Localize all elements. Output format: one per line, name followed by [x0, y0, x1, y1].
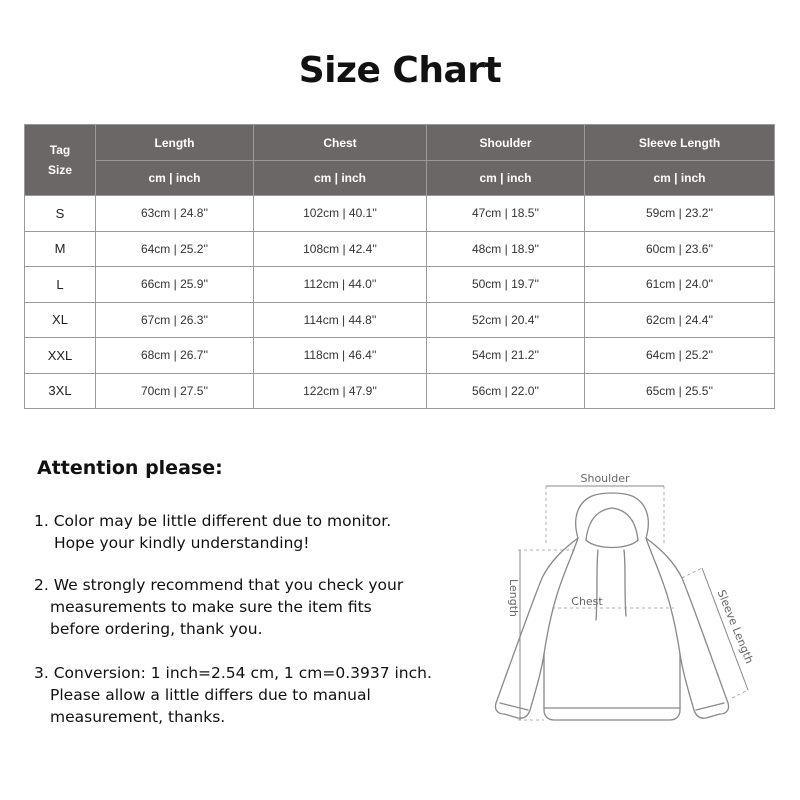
sleeve-length-cell: 61cm | 24.0''	[585, 267, 775, 303]
size-cell: 3XL	[25, 373, 96, 409]
hoodie-hood	[576, 493, 649, 538]
table-row	[25, 267, 775, 303]
chest-label: Chest	[571, 595, 603, 608]
shoulder-cell: 56cm | 22.0''	[427, 373, 585, 409]
attention-heading: Attention please:	[37, 457, 223, 479]
column-header-sleeve-length: Sleeve Length	[585, 125, 775, 161]
chest-cell: 102cm | 40.1''	[254, 196, 427, 232]
shoulder-cell: 54cm | 21.2''	[427, 338, 585, 374]
length-cell: 68cm | 26.7''	[96, 338, 254, 374]
chest-cell: 122cm | 47.9''	[254, 373, 427, 409]
column-header-shoulder: Shoulder	[427, 125, 585, 161]
column-header-chest: Chest	[254, 125, 427, 161]
length-cell: 70cm | 27.5''	[96, 373, 254, 409]
hoodie-right-cuff	[696, 703, 724, 710]
length-label: Length	[507, 579, 520, 617]
tag-size-header	[25, 125, 96, 196]
hoodie-left-cuff	[500, 703, 528, 710]
length-cell: 63cm | 24.8''	[96, 196, 254, 232]
size-cell: L	[25, 267, 96, 303]
note-line: 1. Color may be little different due to monitor.	[34, 512, 392, 530]
table-row	[25, 373, 775, 409]
table-unit-row	[25, 161, 775, 196]
column-header-length: Length	[96, 125, 254, 161]
page-title: Size Chart	[298, 50, 502, 91]
size-cell: XXL	[25, 338, 96, 374]
hoodie-drawstring-right	[624, 550, 626, 616]
size-chart-table	[24, 124, 775, 409]
note-line: 3. Conversion: 1 inch=2.54 cm, 1 cm=0.3937 inch.	[34, 664, 432, 682]
note-measurements	[34, 574, 474, 640]
sleeve-length-label: Sleeve Length	[714, 587, 756, 666]
shoulder-cell: 50cm | 19.7''	[427, 267, 585, 303]
tag-size-header-line1: Tag	[49, 143, 71, 157]
note-color	[34, 510, 474, 554]
note-line: measurement, thanks.	[50, 708, 226, 726]
note-line: Please allow a little differs due to manual	[50, 686, 371, 704]
sleeve-length-cell: 64cm | 25.2''	[585, 338, 775, 374]
sleeve-guide-top	[682, 568, 702, 578]
length-cell: 64cm | 25.2''	[96, 231, 254, 267]
length-cell: 66cm | 25.9''	[96, 267, 254, 303]
table-header-row	[25, 125, 775, 161]
table-row	[25, 231, 775, 267]
shoulder-cell: 48cm | 18.9''	[427, 231, 585, 267]
size-cell: XL	[25, 302, 96, 338]
unit-label: cm | inch	[254, 161, 427, 196]
hoodie-body-outline	[495, 538, 728, 720]
chest-cell: 108cm | 42.4''	[254, 231, 427, 267]
note-line: Hope your kindly understanding!	[54, 534, 310, 552]
chest-cell: 118cm | 46.4''	[254, 338, 427, 374]
table-row	[25, 302, 775, 338]
sleeve-length-cell: 62cm | 24.4''	[585, 302, 775, 338]
note-line: measurements to make sure the item fits	[50, 598, 372, 616]
size-cell: S	[25, 196, 96, 232]
length-cell: 67cm | 26.3''	[96, 302, 254, 338]
unit-label: cm | inch	[96, 161, 254, 196]
size-cell: M	[25, 231, 96, 267]
sleeve-length-cell: 59cm | 23.2''	[585, 196, 775, 232]
note-line: 2. We strongly recommend that you check your	[34, 576, 404, 594]
sleeve-length-cell: 60cm | 23.6''	[585, 231, 775, 267]
hoodie-hood-opening	[586, 508, 638, 540]
hoodie-neckline	[586, 540, 638, 548]
shoulder-cell: 47cm | 18.5''	[427, 196, 585, 232]
chest-cell: 112cm | 44.0''	[254, 267, 427, 303]
table-row	[25, 338, 775, 374]
shoulder-cell: 52cm | 20.4''	[427, 302, 585, 338]
hoodie-right-seam	[646, 538, 680, 654]
sleeve-guide-bottom	[732, 690, 748, 698]
unit-label: cm | inch	[585, 161, 775, 196]
table-row	[25, 196, 775, 232]
note-conversion	[34, 662, 474, 728]
note-line: before ordering, thank you.	[50, 620, 263, 638]
chest-cell: 114cm | 44.8''	[254, 302, 427, 338]
sleeve-length-cell: 65cm | 25.5''	[585, 373, 775, 409]
hoodie-measurement-diagram	[470, 458, 770, 738]
shoulder-label: Shoulder	[580, 472, 630, 485]
tag-size-header-line2: Size	[47, 163, 72, 177]
hoodie-drawstring-left	[596, 550, 598, 620]
unit-label: cm | inch	[427, 161, 585, 196]
